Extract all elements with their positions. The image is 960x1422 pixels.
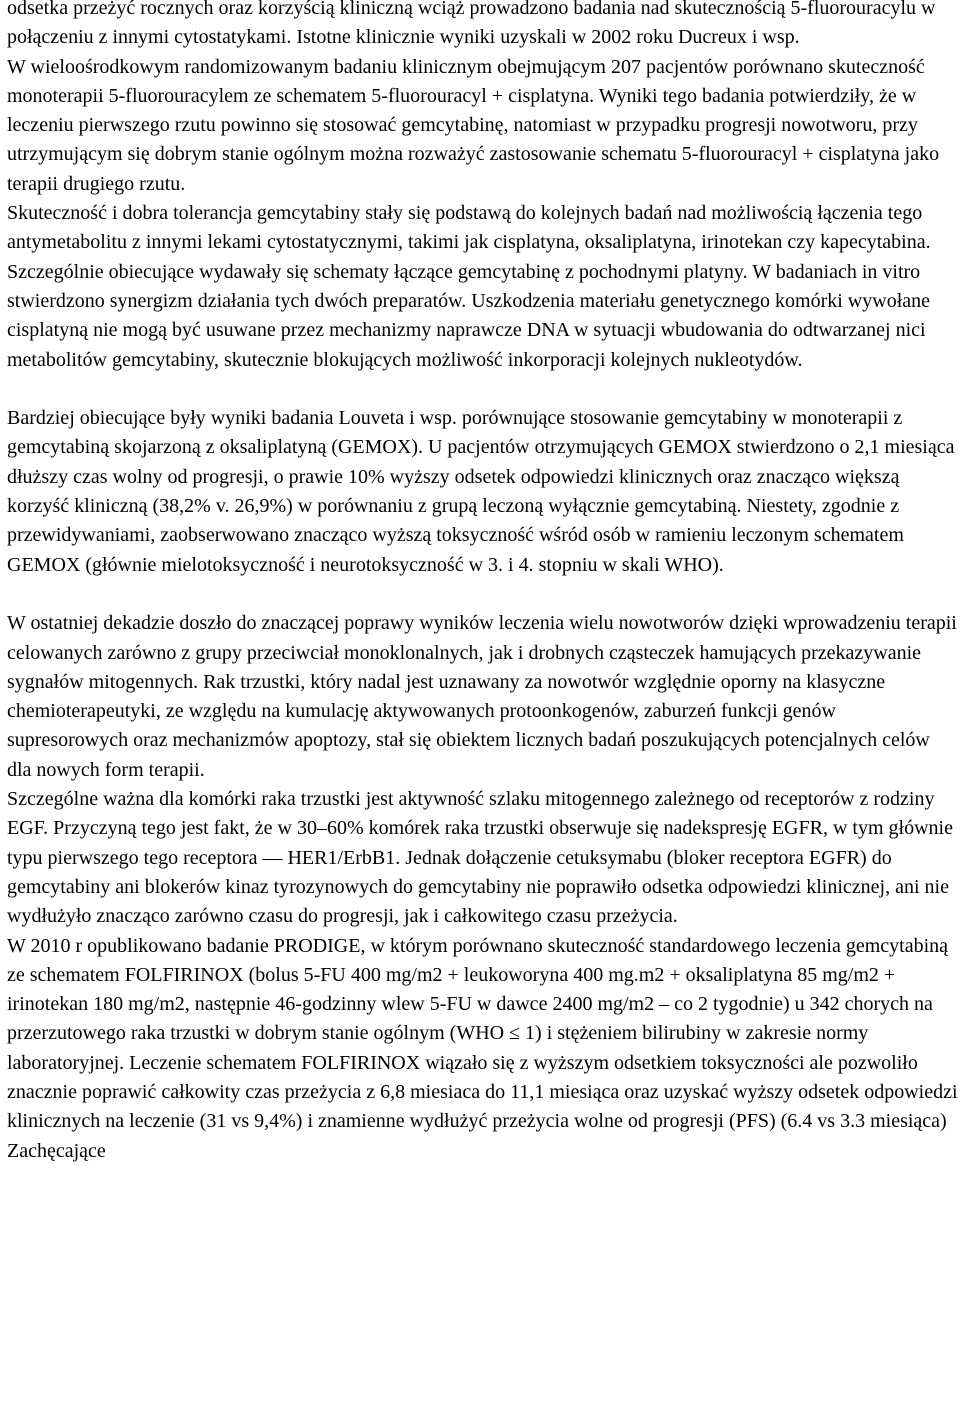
paragraph-gemox-study: Bardziej obiecujące były wyniki badania Louveta i wsp. porównujące stosowanie gemcytabiny w monoterapii z gemcytabiną skojarzoną z oksaliplatyną (GEMOX). U pacjentów otrzymujących GEMOX stwierdzono o 2,1 miesiąca dłuższy czas wolny od progresji, o prawie 10% wyższy odsetek odpowiedzi klinicznych oraz znacząco większą korzyść kliniczną (38,2% v. 26,9%) w porównaniu z grupą leczoną wyłącznie gemcytabiną. Niestety, zgodnie z przewidywaniami, zaobserwowano znacząco wyższą toksyczność wśród osób w ramieniu leczonym schematem GEMOX (głównie mielotoksyczność i neurotoksyczność w 3. i 4. stopniu w skali WHO). [7,407,955,576]
paragraph-gemcitabine-combinations: Skuteczność i dobra tolerancja gemcytabiny stały się podstawą do kolejnych badań nad możliwością łączenia tego antymetabolitu z innymi lekami cytostatycznymi, takimi jak cisplatyna, oksaliplatyna, irinotekan czy kapecytabina. Szczególnie obiecujące wydawały się schematy łączące gemcytabinę z pochodnymi platyny. W badaniach in vitro stwierdzono synergizm działania tych dwóch preparatów. Uszkodzenia materiału genetycznego komórki wywołane cisplatyną nie mogą być usuwane przez mechanizmy naprawcze DNA w sytuacji wbudowania do odtwarzanej nici metabolitów gemcytabiny, skutecznie blokujących możliwość inkorporacji kolejnych nukleotydów. [7,202,931,371]
paragraph-spacer [7,580,959,609]
paragraph-prodige-study: W 2010 r opublikowano badanie PRODIGE, w którym porównano skuteczność standardowego leczenia gemcytabiną ze schematem FOLFIRINOX (bolus 5-FU 400 mg/m2 + leukoworyna 400 mg.m2 + oksaliplatyna 85 mg/m2 + irinotekan 180 mg/m2, następnie 46-godzinny wlew 5-FU w dawce 2400 mg/m2 – co 2 tygodnie) u 342 chorych na przerzutowego raka trzustki w dobrym stanie ogólnym (WHO ≤ 1) i stężeniem bilirubiny w zakresie normy laboratoryjnej. Leczenie schematem FOLFIRINOX wiązało się z wyższym odsetkiem toksyczności ale pozwoliło znacznie poprawić całkowity czas przeżycia z 6,8 miesiaca do 11,1 miesiąca oraz uzyskać wyższy odsetek odpowiedzi klinicznych na leczenie (31 vs 9,4%) i znamienne wydłużyć przeżycia wolne od progresji (PFS) (6.4 vs 3.3 miesiąca) Zachęcające [7,934,958,1162]
paragraph-spacer [7,375,959,404]
paragraph-egfr-pathway: Szczególne ważna dla komórki raka trzustki jest aktywność szlaku mitogennego zależnego od receptorów z rodziny EGF. Przyczyną tego jest fakt, że w 30–60% komórek raka trzustki obserwuje się nadekspresję EGFR, w tym głównie typu pierwszego tego receptora — HER1/ErbB1. Jednak dołączenie cetuksymabu (bloker receptora EGFR) do gemcytabiny ani blokerów kinaz tyrozynowych do gemcytabiny nie poprawiło odsetka odpowiedzi klinicznej, ani nie wydłużyło znacząco zarówno czasu do progresji, jak i całkowitego czasu przeżycia. [7,788,953,928]
document-page [7,0,959,1166]
paragraph-targeted-therapies: W ostatniej dekadzie doszło do znaczącej poprawy wyników leczenia wielu nowotworów dzięki wprowadzeniu terapii celowanych zarówno z grupy przeciwciał monoklonalnych, jak i drobnych cząsteczek hamujących przekazywanie sygnałów mitogennych. Rak trzustki, który nadal jest uznawany za nowotwór względnie oporny na klasyczne chemioterapeutyki, ze względu na kumulację aktywowanych protoonkogenów, zaburzeń funkcji genów supresorowych oraz mechanizmów apoptozy, stał się obiektem licznych badań poszukujących potencjalnych celów dla nowych form terapii. [7,612,957,781]
paragraph-5fu-combination: odsetka przeżyć rocznych oraz korzyścią kliniczną wciąż prowadzono badania nad skutecznością 5-fluorouracylu w połączeniu z innymi cytostatykami. Istotne klinicznie wyniki uzyskali w 2002 roku Ducreux i wsp. [7,0,936,49]
paragraph-multicenter-trial: W wieloośrodkowym randomizowanym badaniu klinicznym obejmującym 207 pacjentów porównano skuteczność monoterapii 5-fluorouracylem ze schematem 5-fluorouracyl + cisplatyna. Wyniki tego badania potwierdziły, że w leczeniu pierwszego rzutu powinno się stosować gemcytabinę, natomiast w przypadku progresji nowotworu, przy utrzymującym się dobrym stanie ogólnym można rozważyć zastosowanie schematu 5-fluorouracyl + cisplatyna jako terapii drugiego rzutu. [7,55,940,195]
